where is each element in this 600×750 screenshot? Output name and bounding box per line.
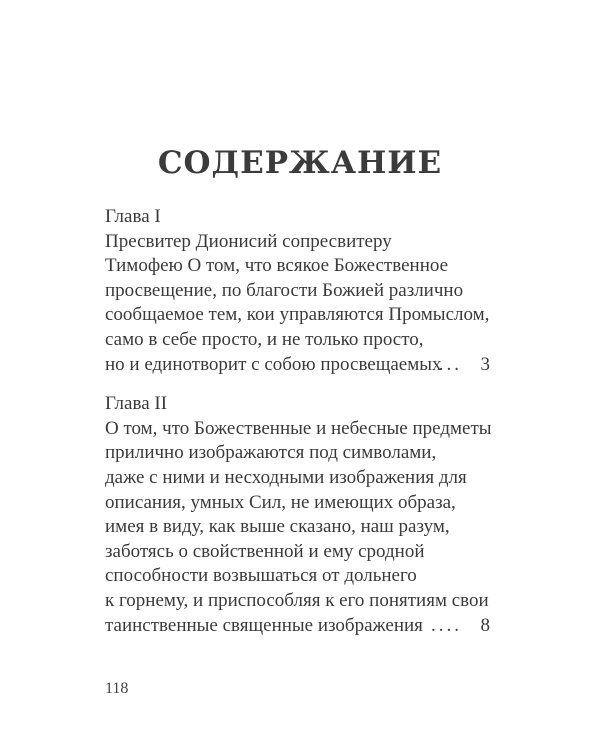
entry-line-text: таинственные священные изображения (105, 614, 423, 636)
toc-entry-chapter-2 (105, 392, 495, 638)
entry-line: описания, умных Сил, не имеющих образа, (105, 491, 456, 513)
entry-line: к горнему, и приспособляя к его понятиям свои (105, 589, 489, 611)
entry-line: сообщаемое тем, кои управляются Промыслом, (105, 304, 490, 326)
entry-line: даже с ними и несходными изображения для (105, 466, 467, 488)
entry-line: просвещение, по благости Божией различно (105, 279, 464, 301)
entry-last-line (105, 614, 495, 639)
chapter-label: Глава I (105, 206, 161, 227)
entry-line: прилично изображаются под символами, (105, 442, 437, 464)
chapter-label: Глава II (105, 393, 168, 415)
dot-leader: .... (431, 614, 462, 636)
entry-line: само в себе просто, и не только просто, (105, 328, 424, 350)
entry-line: способности возвышаться от дольнего (105, 565, 417, 587)
entry-line-text: но и единотворит с собою просвещаемых (105, 353, 442, 375)
dot-leader: ... (438, 353, 462, 375)
toc-entry-chapter-1 (105, 205, 495, 377)
page-title: СОДЕРЖАНИЕ (157, 145, 443, 181)
entry-last-line (105, 353, 495, 378)
entry-line: О том, что Божественные и небесные предметы (105, 417, 492, 439)
entry-line: заботясь о свойственной и ему сродной (105, 540, 425, 562)
page-reference: 8 (480, 614, 490, 636)
page-reference: 3 (480, 353, 490, 375)
footer-page-number: 118 (105, 680, 129, 697)
table-of-contents (105, 205, 495, 653)
entry-line: имея в виду, как выше сказано, наш разум, (105, 516, 450, 538)
entry-line: Тимофею О том, что всякое Божественное (105, 255, 449, 277)
entry-line: Пресвитер Дионисий сопресвитеру (105, 230, 392, 252)
